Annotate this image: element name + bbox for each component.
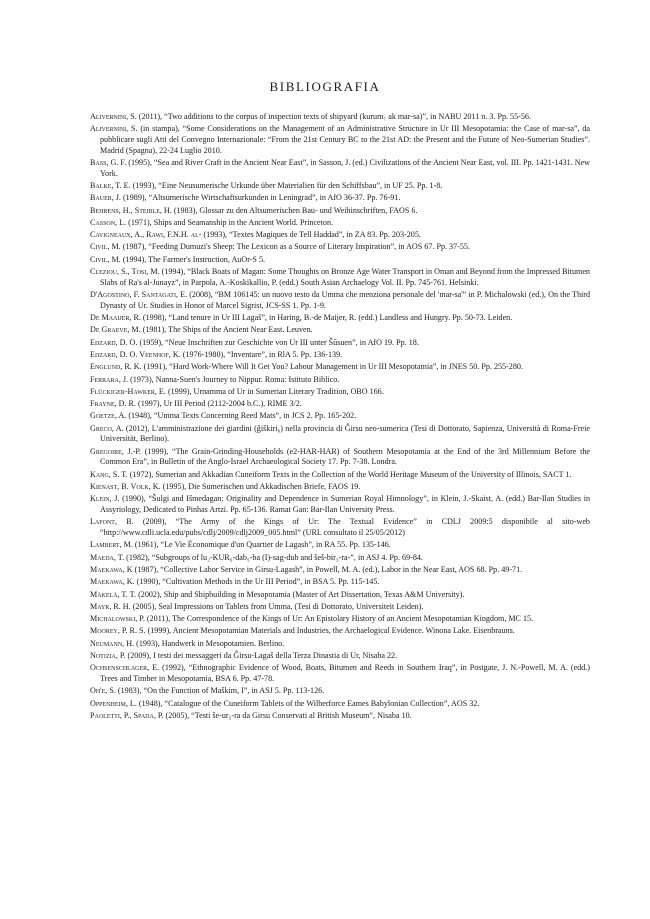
- entry-text: (in stampa), “Some Considerations on the Management of an Administrative Structure in Ur III Mesopotamia: the Case of mar-sa”, da pubblicare sugli Atti del Convegno Internazionale: “From the 21st Century BC to the 21st AD: the Present and the Future of Neo-Sumerian Studies”. Madrid (Spagna), 22-24 Luglio 2010.: [100, 124, 590, 155]
- bibliography-entry: [90, 124, 590, 156]
- bibliography-entry: [90, 387, 590, 398]
- entry-text: (1983), “On the Function of Maškim, I”, in ASJ 5. Pp. 113-126.: [117, 686, 325, 696]
- bibliography-entry: [90, 494, 590, 515]
- entry-author: Klein, J.: [90, 494, 120, 504]
- entry-author: Ochsenschlager, E.: [90, 663, 160, 673]
- entry-author: Edzard, D. O.: [90, 337, 138, 347]
- entry-author: Oh'e, S.: [90, 686, 116, 696]
- entry-text: (1990), “Cultivation Methods in the Ur III Period”, in BSA 5. Pp. 115-145.: [136, 577, 380, 587]
- bibliography-entry: [90, 193, 590, 204]
- entry-text: (2011), “Two additions to the corpus of inspection texts of shipyard (kurum₇ ak mar-sa)”, in NABU 2011 n. 3. Pp. 55-56.: [138, 112, 531, 121]
- entry-text: (1995), Die Sumerischen und Akkadischen Briefe, FAOS 19.: [162, 482, 361, 492]
- bibliography-list: [90, 112, 590, 723]
- bibliography-entry: [90, 614, 590, 625]
- entry-text: (1999), Ancient Mesopotamian Materials and Industries, the Archaelogical Evidence. Winona Lake. Eisenbrauns.: [147, 626, 515, 636]
- entry-text: (1981), The Ships of the Ancient Near East. Leuven.: [142, 325, 313, 335]
- bibliography-entry: [90, 565, 590, 576]
- bibliography-entry: [90, 255, 590, 266]
- entry-author: Neumann, H.: [90, 638, 135, 648]
- entry-author: Michalowski, P.: [90, 614, 145, 624]
- entry-text: (1948), “Umma Texts Concerning Reed Mats”, in JCS 2. Pp. 165-202.: [128, 411, 357, 421]
- bibliography-entry: [90, 325, 590, 336]
- bibliography-entry: [90, 375, 590, 386]
- entry-author: Bass, G. F.: [90, 158, 127, 167]
- entry-author: Alivernini, S.: [90, 112, 137, 121]
- bibliography-entry: [90, 639, 590, 650]
- entry-text: (1987), “Collective Labor Service in Girsu-Lagash”, in Powell, M. A. (ed.), Labor in the Near East, AOS 68. Pp. 49-71.: [134, 564, 523, 574]
- bibliography-entry: [90, 158, 590, 179]
- entry-text: (1983), Glossar zu den Altsumerischen Bau- und Weihinschriften, FAOS 6.: [173, 205, 418, 215]
- entry-author: Maeda, T.: [90, 552, 125, 562]
- entry-author: D'Agostino, F. Santagati, E.: [90, 290, 188, 300]
- entry-text: (2009), I testi dei messaggeri da Ĝirsu-Lagaš della Terza Dinastia di Ur, Nisaba 22.: [127, 651, 398, 661]
- entry-text: (1973), Nanna-Suen's Journey to Nippur. Roma: Istituto Biblico.: [130, 374, 340, 384]
- bibliography-entry: [90, 699, 590, 710]
- entry-author: Behrens, H., Steible, H.: [90, 205, 172, 215]
- entry-text: (1994), “Black Boats of Magan: Some Thoughts on Bronze Age Water Transport in Oman and Beyond from the Impressed Bitumen Slabs of Ra's al-Junayz”, in Parpola, A.-Koskikallio, P. (edd.) South Asian Archaelogy Vol. II. Pp. 745-761. Helsinki.: [100, 267, 590, 287]
- entry-text: (2002), Ship and Shipbuilding in Mesopotamia (Master of Art Dissertation, Texas A&M University).: [138, 589, 465, 599]
- entry-text: (1972), Sumerian and Akkadian Cuneiform Texts in the Collection of the World Heritage Museum of the University of Illinois, SACT 1.: [129, 469, 572, 479]
- bibliography-entry: [90, 290, 590, 311]
- bibliography-entry: [90, 338, 590, 349]
- bibliography-entry: [90, 553, 590, 564]
- bibliography-entry: [90, 602, 590, 613]
- entry-author: Casson, L.: [90, 217, 127, 227]
- entry-text: (2009), “The Army of the Kings of Ur: The Textual Evidence” in CDLJ 2009:5 disponibile al sito-web “http://www.cdli.ucla.edu/pubs/cdlj/2009/cdlj2009_005.html” (URL consultato il 25/05/2012): [100, 517, 590, 538]
- entry-text: (1999), “The Grain-Grinding-Households (e2-HAR-HAR) of Southern Mesopotamia at the End of the 3rd Millennium Before the Common Era”, in Bulletin of the Anglo-Israel Archaeological Society 17. Pp. 7-38. Londra.: [100, 446, 590, 467]
- bibliography-entry: [90, 686, 590, 697]
- entry-text: (1976-1980), “Inventare”, in RlA 5. Pp. 136-139.: [182, 349, 343, 359]
- entry-text: (1993), “Eine Neusumerische Urkunde über Materialien für den Schiffsbau”, in UF 25. Pp. 1-8.: [132, 181, 443, 190]
- entry-text: (1991), “Hard Work-Where Will It Get You? Labour Management in Ur III Mesopotamia”, in JNES 50. Pp. 255-280.: [143, 362, 523, 372]
- entry-author: Kang, S. T.: [90, 469, 128, 479]
- entry-author: Cleziou, S., Tosi, M.: [90, 267, 160, 277]
- entry-author: Mäkelä, T. T.: [90, 589, 137, 599]
- bibliography-entry: [90, 242, 590, 253]
- entry-text: (1987), “Feeding Dumuzi's Sheep: The Lexicon as a Source of Literary Inspiration”, in AOS 67. Pp. 37-55.: [122, 242, 470, 252]
- entry-text: (1998), “Land tenure in Ur III Lagaš”, in Haring, B.-de Maijer, R. (edd.) Landless and Hungry. Pp. 50-73. Leiden.: [142, 313, 513, 323]
- entry-author: Lafont, B.: [90, 517, 134, 527]
- entry-author: Moorey, P. R. S.: [90, 626, 146, 636]
- bibliography-entry: [90, 540, 590, 551]
- entry-author: Edzard, D. O. Veenhof, K.: [90, 349, 181, 359]
- bibliography-entry: [90, 424, 590, 445]
- bibliography-entry: [90, 447, 590, 468]
- entry-author: De Maaijer, R.: [90, 313, 141, 323]
- entry-text: (1994), The Farmer's Instruction, AuOr-S 5.: [122, 254, 266, 264]
- bibliography-entry: [90, 230, 590, 241]
- entry-author: Kienast, B. Volk, K.: [90, 482, 161, 492]
- bibliography-entry: [90, 651, 590, 662]
- entry-author: Lambert, M.: [90, 540, 133, 550]
- bibliography-entry: [90, 313, 590, 324]
- entry-text: (1992), “Ethnographic Evidence of Wood, Boats, Bitumen and Reeds in Southern Iraq”, in Postgate, J. N.-Powell, M. A. (edd.) Trees and Timber in Mesopotamia, BSA 6. Pp. 47-78.: [100, 663, 591, 684]
- entry-text: (1989), “Altsumerische Wirtschaftsurkunden in Leningrad”, in AfO 36-37. Pp. 76-91.: [122, 193, 401, 203]
- entry-author: Civil, M.: [90, 242, 121, 252]
- entry-author: Paoletti, P., Spada, P.: [90, 710, 164, 720]
- entry-author: Gregoire, J.-P.: [90, 446, 142, 456]
- bibliography-entry: [90, 482, 590, 493]
- entry-text: (1993), “Textes Magiques de Tell Haddad”, in ZA 83. Pp. 203-205.: [203, 230, 421, 240]
- bibliography-entry: [90, 362, 590, 373]
- entry-author: Ferrara, J.: [90, 374, 129, 384]
- entry-author: Oppenheim, L.: [90, 698, 137, 708]
- entry-author: Balke, T. E.: [90, 181, 131, 190]
- entry-author: Cavigneaux, A., Rawi, F.N.H. al-: [90, 230, 202, 240]
- entry-author: Flückiger-Hawker, E.: [90, 386, 166, 396]
- bibliography-entry: [90, 711, 590, 722]
- entry-author: Civil, M.: [90, 254, 121, 264]
- entry-author: Notizia, P.: [90, 651, 126, 661]
- entry-text: (2008), “BM 106145: un nuovo testo da Umma che menziona personale del 'mar-sa'” in P. Michalowski (ed.), On the Third Dynasty of Ur. Studies in Honor of Marcel Sigrist, JCS-SS 1. Pp. 1-9.: [100, 290, 590, 310]
- entry-text: (1971), Ships and Seamanship in the Ancient World. Princeton.: [128, 217, 334, 227]
- entry-text: (1959), “Neue Inschriften zur Geschichte von Ur III unter Šūsuen”, in AfO 19. Pp. 18.: [139, 337, 419, 347]
- entry-text: (1948), “Catalogue of the Cuneiform Tablets of the Wilberforce Eames Babylonian Collection”, AOS 32.: [138, 698, 480, 708]
- section-title: BIBLIOGRAFIA: [269, 79, 381, 94]
- bibliography-entry: [90, 218, 590, 229]
- entry-author: Greco, A.: [90, 423, 124, 433]
- entry-author: Maekawa, K.: [90, 577, 135, 587]
- entry-text: (2005), “Testi še-ur₅-ra da Girsu Conservati al British Museum”, Nisaba 10.: [165, 710, 412, 720]
- bibliography-entry: [90, 590, 590, 601]
- entry-author: Goetze, A.: [90, 411, 127, 421]
- bibliography-entry: [90, 577, 590, 588]
- bibliography-entry: [90, 517, 590, 538]
- entry-text: (1982), “Subgroups of lu₂-KUR₆-dab₅-ba (I)-sag-dub and šeš-bir₃-ra-”, in ASJ 4. Pp. 69-84.: [126, 552, 423, 562]
- entry-author: Bauer, J.: [90, 193, 121, 203]
- entry-author: De Graeve, M.: [90, 325, 141, 335]
- bibliography-entry: [90, 663, 590, 684]
- entry-text: (1993), Handwerk in Mesopotamien. Berlino.: [136, 638, 285, 648]
- bibliography-entry: [90, 399, 590, 410]
- bibliography-entry: [90, 267, 590, 288]
- entry-text: (2011), The Correspondence of the Kings of Ur: An Epistolary History of an Ancient Mesopotamian Kingdom, MC 15.: [146, 614, 534, 624]
- entry-text: (1997), Ur III Period (2112-2004 b.C.), RIME 3/2.: [138, 399, 302, 409]
- entry-text: (1961), “Le Vie Économique d'un Quartier de Lagash”, in RA 55. Pp. 135-146.: [134, 540, 391, 550]
- entry-author: Englund, R. K.: [90, 362, 142, 372]
- entry-author: Alivernini, S.: [90, 124, 138, 134]
- bibliography-entry: [90, 626, 590, 637]
- bibliography-entry: [90, 112, 590, 123]
- bibliography-entry: [90, 181, 590, 192]
- bibliography-entry: [90, 206, 590, 217]
- bibliography-entry: [90, 411, 590, 422]
- entry-text: (2012), L'amministrazione dei giardini (ĝiškiri₆) nella provincia di Ĝirsu neo-sumerica (Tesi di Dottorato, Sapienza, Università di Roma-Freie Universität, Berlino).: [100, 423, 590, 444]
- entry-author: Frayne, D. R.: [90, 399, 136, 409]
- entry-author: Mayr, R. H.: [90, 601, 131, 611]
- entry-text: (1999), Urnamma of Ur in Sumerian Literary Tradition, OBO 166.: [167, 386, 384, 396]
- entry-text: (2005), Seal Impressions on Tablets from Umma, (Tesi di Dottorato, Universiteit Leiden).: [132, 601, 424, 611]
- entry-text: (1990), “Šulgi and Išmedagan: Originality and Dependence in Sumerian Royal Himnology”, in Klein, J.-Skaist, A. (edd.) Bar-Ilan Studies in Assyriology, Dedicated to Pinhas Artzi. Pp. 65-136. Ramat Gan: Bar-Ilan University Press.: [100, 494, 590, 515]
- entry-author: Maekawa, K: [90, 564, 133, 574]
- entry-text: (1995), “Sea and River Craft in the Ancient Near East”, in Sasson, J. (ed.) Civilizations of the Ancient Near East, vol. III. Pp. 1421-1431. New York.: [100, 158, 590, 178]
- bibliography-entry: [90, 470, 590, 481]
- bibliography-entry: [90, 350, 590, 361]
